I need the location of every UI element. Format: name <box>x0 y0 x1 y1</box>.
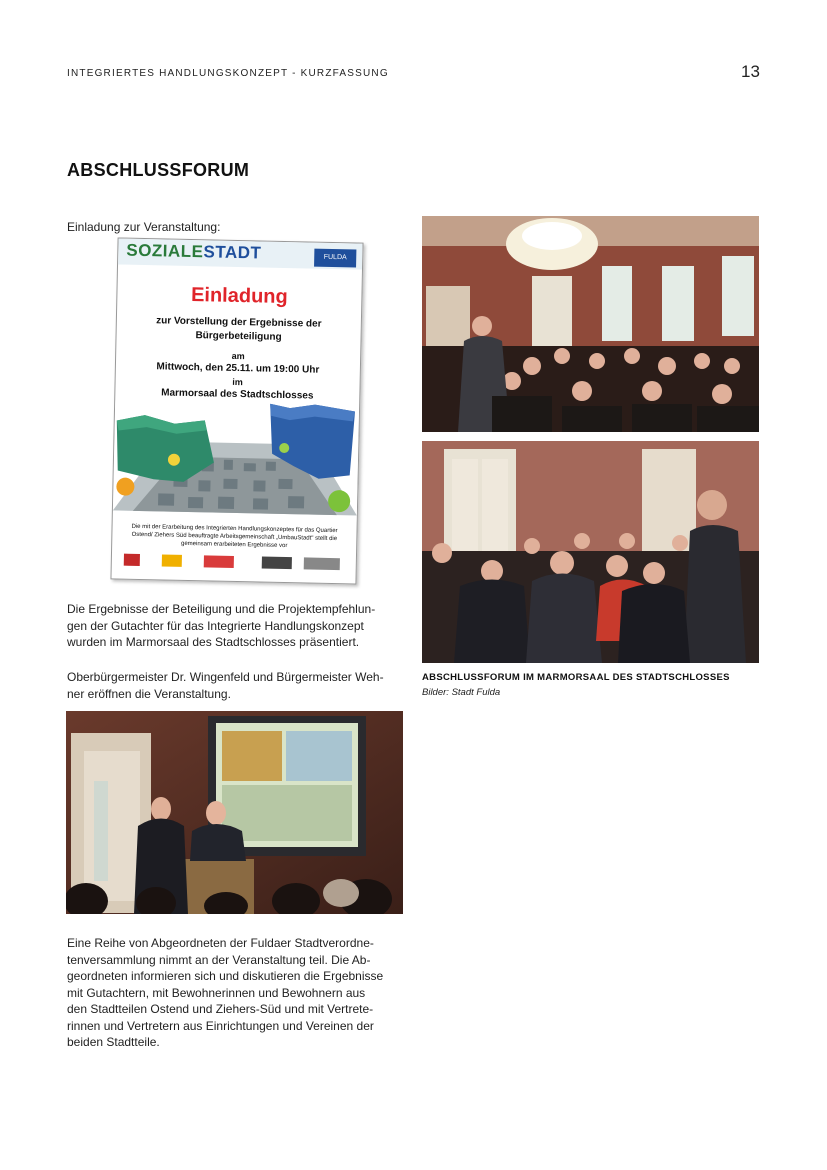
flyer-date: Mittwoch, den 25.11. um 19:00 Uhr <box>156 361 320 376</box>
flyer-partner-logos <box>122 551 346 574</box>
flyer-city-illustration <box>113 400 359 521</box>
flyer-subheading: zur Vorstellung der Ergebnisse der Bürgerbeteiligung <box>156 315 322 343</box>
photo-speakers-lectern <box>66 711 403 914</box>
photo-audience-questions-image <box>422 216 759 432</box>
flyer-heading: Einladung <box>190 284 288 309</box>
flyer-logo: SOZIALESTADT <box>126 240 262 263</box>
results-paragraph: Die Ergebnisse der Beteiligung und die Projektempfehlun- gen der Gutachter für das Integrierte Handlungskonzept wurden im Marmorsaal des Stadtschlosses präsentiert. <box>67 602 376 649</box>
photo-caption-title: ABSCHLUSSFORUM IM MARMORSAAL DES STADTSCHLOSSES <box>422 672 730 683</box>
section-title: ABSCHLUSSFORUM <box>67 160 250 180</box>
page-number: 13 <box>741 62 760 81</box>
opening-paragraph: Oberbürgermeister Dr. Wingenfeld und Bürgermeister Weh- ner eröffnen die Veranstaltung. <box>67 670 384 701</box>
flyer-am: am <box>231 350 245 362</box>
invitation-flyer <box>110 237 363 584</box>
flyer-footer-text: Die mit der Erarbeitung des Integrierten Handlungskonzeptes für das Quartier Ostend/ Ziehers Süd beauftragte Arbeitsgemeinschaft „UmbauStadt" stellt die gemeinsam erarbeiteten Ergebnisse vor <box>131 523 338 550</box>
flyer-im: im <box>232 376 243 388</box>
running-header: INTEGRIERTES HANDLUNGSKONZEPT - KURZFASSUNG <box>67 68 389 79</box>
invitation-label: Einladung zur Veranstaltung: <box>67 220 221 234</box>
flyer-place: Marmorsaal des Stadtschlosses <box>161 387 314 402</box>
photo-audience-microphone-image <box>422 441 759 663</box>
photo-audience-microphone <box>422 441 759 663</box>
photo-audience-questions <box>422 216 759 432</box>
flyer-fulda-badge: FULDA <box>314 249 356 268</box>
photo-caption-credit: Bilder: Stadt Fulda <box>422 687 501 698</box>
photo-speakers-lectern-image <box>66 711 403 914</box>
delegates-paragraph: Eine Reihe von Abgeordneten der Fuldaer Stadtverordne- tenversammlung nimmt an der Veranstaltung teil. Die Ab- geordneten informieren sich und diskutieren die Ergebnisse mit Gutachtern, mit Bewohnerinnen und Bewohnern aus den Stadtteilen Ostend und Ziehers-Süd und mit Vertrete- rinnen und Vertretern aus Einrichtungen und Vereinen der beiden Stadtteile. <box>67 936 384 1049</box>
